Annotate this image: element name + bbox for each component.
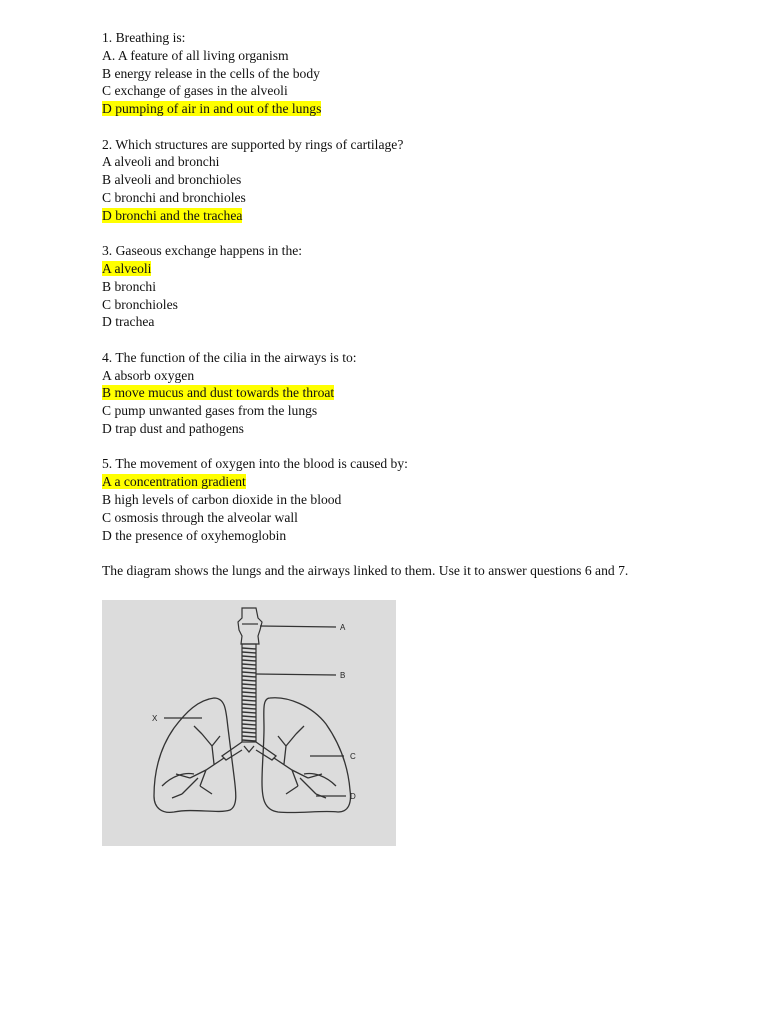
cartilage-ring: [242, 656, 256, 657]
answer-text: C pump unwanted gases from the lungs: [102, 403, 318, 419]
question-stem: 3. Gaseous exchange happens in the:: [102, 243, 303, 259]
answer-text: C bronchioles: [102, 296, 178, 312]
cartilage-ring: [242, 676, 256, 677]
diagram-label-x: X: [152, 714, 158, 723]
answer-option: [102, 82, 682, 100]
diagram-intro: The diagram shows the lungs and the airways linked to them. Use it to answer questions 6 and 7.: [102, 562, 629, 578]
cartilage-ring: [242, 700, 256, 701]
answer-option: [102, 189, 682, 207]
answer-text: A. A feature of all living organism: [102, 47, 289, 63]
pointer-line-b: [256, 674, 336, 675]
answer-option: [102, 402, 682, 420]
answer-option: [102, 296, 682, 314]
right-bronchus: [256, 742, 276, 760]
cartilage-ring: [242, 736, 256, 737]
answer-option: [102, 153, 682, 171]
cartilage-ring: [242, 680, 256, 681]
answer-option: [102, 420, 682, 438]
question-stem: 2. Which structures are supported by rings of cartilage?: [102, 136, 404, 152]
question-1: [102, 29, 682, 118]
highlighted-answer: B move mucus and dust towards the throat: [102, 385, 335, 401]
answer-option: [102, 100, 682, 118]
answer-option: [102, 384, 682, 402]
diagram-label-d: D: [350, 792, 356, 801]
lungs-diagram: [102, 600, 396, 846]
cartilage-ring: [242, 720, 256, 721]
question-3: [102, 242, 682, 331]
cartilage-ring: [242, 648, 256, 649]
left-bronchioles: [172, 726, 224, 798]
cartilage-ring: [242, 732, 256, 733]
highlighted-answer: A a concentration gradient: [102, 474, 246, 490]
question-stem: 1. Breathing is:: [102, 30, 186, 45]
answer-option: [102, 171, 682, 189]
diagram-label-b: B: [340, 671, 346, 680]
cartilage-ring: [242, 696, 256, 697]
answer-option: [102, 278, 682, 296]
cartilage-ring: [242, 704, 256, 705]
diagram-label-a: A: [340, 623, 346, 632]
highlighted-answer: A alveoli: [102, 260, 152, 276]
diagram-label-c: C: [350, 752, 356, 761]
cartilage-ring: [242, 716, 256, 717]
cartilage-ring: [242, 724, 256, 725]
question-2: [102, 136, 682, 225]
cartilage-ring: [242, 708, 256, 709]
answer-option: [102, 65, 682, 83]
question-list: [102, 29, 682, 544]
cartilage-ring: [242, 692, 256, 693]
cartilage-ring: [242, 684, 256, 685]
answer-option: [102, 527, 682, 545]
cartilage-ring: [242, 664, 256, 665]
answer-option: [102, 47, 682, 65]
answer-text: B high levels of carbon dioxide in the blood: [102, 491, 342, 507]
larynx: [238, 608, 262, 644]
cartilage-ring: [242, 652, 256, 653]
highlighted-answer: D bronchi and the trachea: [102, 207, 243, 223]
answer-option: [102, 473, 682, 491]
answer-text: B bronchi: [102, 278, 156, 294]
answer-option: [102, 367, 682, 385]
question-stem: 5. The movement of oxygen into the blood is caused by:: [102, 456, 408, 472]
answer-text: D trachea: [102, 314, 155, 330]
answer-text: C exchange of gases in the alveoli: [102, 83, 288, 99]
cartilage-ring: [242, 688, 256, 689]
answer-text: D the presence of oxyhemoglobin: [102, 527, 287, 543]
answer-text: B energy release in the cells of the body: [102, 65, 320, 81]
pointer-line-a: [260, 626, 336, 627]
cartilage-ring: [242, 712, 256, 713]
answer-text: C bronchi and bronchioles: [102, 189, 246, 205]
answer-text: B alveoli and bronchioles: [102, 172, 242, 188]
cartilage-ring: [242, 672, 256, 673]
answer-text: C osmosis through the alveolar wall: [102, 509, 298, 525]
cartilage-ring: [242, 728, 256, 729]
answer-option: [102, 207, 682, 225]
answer-option: [102, 313, 682, 331]
cartilage-ring: [242, 740, 256, 741]
question-4: [102, 349, 682, 438]
lungs-diagram-svg: [102, 600, 396, 846]
answer-text: A absorb oxygen: [102, 367, 195, 383]
answer-option: [102, 491, 682, 509]
answer-option: [102, 260, 682, 278]
highlighted-answer: D pumping of air in and out of the lungs: [102, 101, 322, 117]
answer-text: D trap dust and pathogens: [102, 420, 244, 436]
right-bronchioles: [274, 726, 326, 798]
answer-text: A alveoli and bronchi: [102, 154, 220, 170]
question-stem: 4. The function of the cilia in the airways is to:: [102, 349, 357, 365]
answer-option: [102, 509, 682, 527]
cartilage-ring: [242, 660, 256, 661]
question-5: [102, 455, 682, 544]
cartilage-ring: [242, 668, 256, 669]
document-body: [102, 29, 682, 580]
